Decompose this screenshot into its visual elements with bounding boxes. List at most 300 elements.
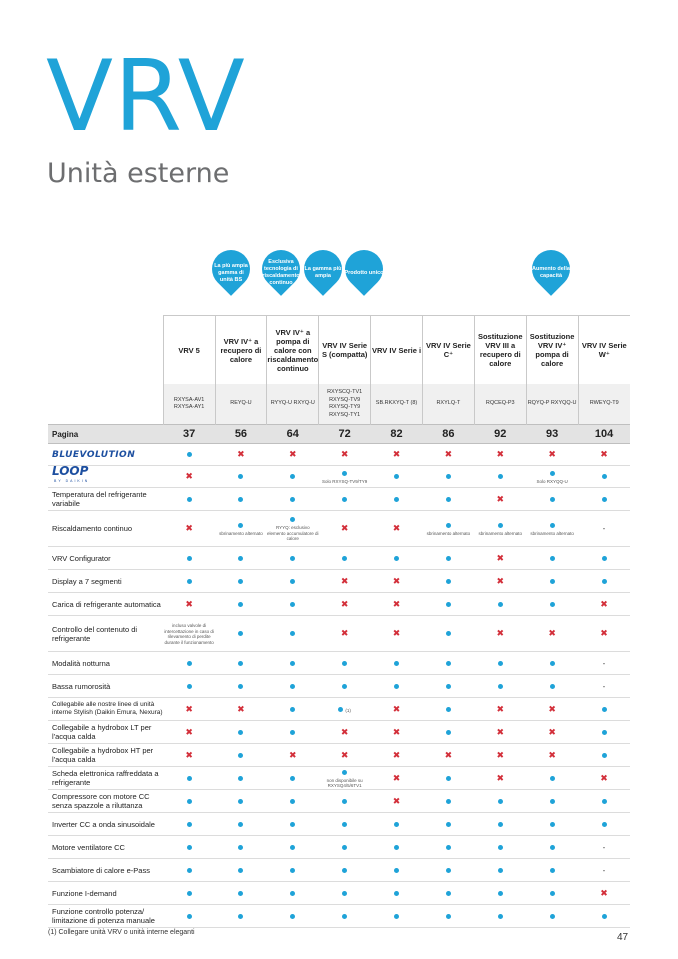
feature-cell: [215, 511, 267, 547]
feature-cell: [319, 721, 371, 744]
feature-label: Display a 7 segmenti: [48, 570, 163, 593]
feature-cell: [371, 675, 423, 698]
loop-logo: LOOP: [52, 464, 89, 478]
available-dot-icon: [394, 891, 399, 896]
available-dot-icon: [550, 661, 555, 666]
available-dot-icon: [498, 474, 503, 479]
table-row: [48, 466, 630, 488]
loop-logo-subtitle: BY DAIKIN: [54, 479, 90, 483]
feature-cell: [474, 652, 526, 675]
feature-cell: [267, 767, 319, 790]
feature-cell: [526, 882, 578, 905]
feature-label: Bassa rumorosità: [48, 675, 163, 698]
available-dot-icon: [602, 474, 607, 479]
feature-cell: [319, 511, 371, 547]
feature-cell: [526, 547, 578, 570]
feature-cell: [215, 593, 267, 616]
feature-cell: [578, 466, 630, 488]
available-dot-icon: [290, 730, 295, 735]
table-row: [48, 767, 630, 790]
feature-cell: [474, 675, 526, 698]
not-available-cross-icon: ✖: [392, 598, 401, 609]
feature-label: Carica di refrigerante automatica: [48, 593, 163, 616]
feature-cell: [422, 652, 474, 675]
table-row: [48, 488, 630, 511]
not-available-cross-icon: ✖: [392, 575, 401, 586]
not-available-cross-icon: ✖: [392, 449, 401, 459]
feature-cell: [526, 616, 578, 652]
table-row: [48, 836, 630, 859]
feature-cell: [422, 547, 474, 570]
available-dot-icon: [290, 776, 295, 781]
not-available-cross-icon: ✖: [496, 772, 505, 783]
page-label: Pagina: [48, 425, 163, 444]
feature-cell: [474, 744, 526, 767]
feature-cell: [526, 652, 578, 675]
available-dot-icon: [550, 684, 555, 689]
feature-cell: [371, 488, 423, 511]
not-available-cross-icon: ✖: [496, 726, 505, 737]
available-dot-icon: [446, 684, 451, 689]
available-dot-icon: [342, 822, 347, 827]
feature-label: Scambiatore di calore e-Pass: [48, 859, 163, 882]
feature-cell: [319, 698, 371, 721]
feature-cell: [474, 444, 526, 466]
feature-cell: [422, 767, 474, 790]
available-dot-icon: [446, 631, 451, 636]
feature-cell: [215, 488, 267, 511]
feature-cell: [163, 547, 215, 570]
not-available-cross-icon: ✖: [548, 726, 556, 737]
available-dot-icon: [498, 822, 503, 827]
column-header: VRV IV Serie C⁺: [422, 316, 474, 385]
feature-cell: [474, 859, 526, 882]
feature-cell: [319, 570, 371, 593]
available-dot-icon: [290, 497, 295, 502]
available-dot-icon: [187, 684, 192, 689]
not-available-cross-icon: ✖: [340, 575, 349, 586]
feature-cell: [526, 859, 578, 882]
not-available-cross-icon: ✖: [392, 628, 401, 638]
feature-cell: [422, 698, 474, 721]
available-dot-icon: [550, 556, 555, 561]
feature-bubble-text: La più ampia gamma di unità BS: [214, 262, 248, 283]
available-dot-icon: [602, 914, 607, 919]
available-dot-icon: [290, 684, 295, 689]
table-row: [48, 675, 630, 698]
available-dot-icon: [238, 497, 243, 502]
available-dot-icon: [446, 799, 451, 804]
available-dot-icon: [550, 602, 555, 607]
available-dot-icon: [394, 822, 399, 827]
feature-cell: [422, 488, 474, 511]
available-dot-icon: [238, 631, 243, 636]
not-available-cross-icon: ✖: [185, 749, 193, 760]
not-available-cross-icon: ✖: [237, 449, 245, 459]
feature-cell: [267, 593, 319, 616]
page-number-cell: 82: [371, 425, 423, 444]
feature-cell: [267, 675, 319, 698]
available-dot-icon: [290, 914, 295, 919]
feature-label: Modalità notturna: [48, 652, 163, 675]
available-dot-icon: [290, 631, 295, 636]
feature-cell: [371, 721, 423, 744]
available-dot-icon: [498, 799, 503, 804]
feature-cell: [578, 905, 630, 928]
available-dot-icon: [187, 556, 192, 561]
available-dot-icon: [602, 579, 607, 584]
available-dot-icon: [290, 891, 295, 896]
available-dot-icon: [394, 497, 399, 502]
feature-cell: [371, 859, 423, 882]
table-row: [48, 652, 630, 675]
not-available-cross-icon: ✖: [496, 552, 505, 563]
feature-cell: [526, 836, 578, 859]
feature-cell: [163, 882, 215, 905]
not-available-cross-icon: ✖: [496, 449, 505, 459]
feature-cell: [578, 488, 630, 511]
available-dot-icon: [394, 868, 399, 873]
available-dot-icon: [498, 661, 503, 666]
feature-cell: [578, 511, 630, 547]
feature-cell: [422, 444, 474, 466]
available-dot-icon: [187, 845, 192, 850]
available-dot-icon: [238, 868, 243, 873]
feature-label: Controllo del contenuto di refrigerante: [48, 616, 163, 652]
feature-cell: [371, 790, 423, 813]
available-dot-icon: [342, 914, 347, 919]
feature-cell: [215, 570, 267, 593]
model-codes: RWEYQ-T9: [578, 384, 630, 425]
not-available-cross-icon: ✖: [548, 749, 556, 760]
available-dot-icon: [238, 753, 243, 758]
available-dot-icon: [446, 474, 451, 479]
available-dot-icon: [290, 845, 295, 850]
model-codes: RXYSCQ-TV1 RXYSQ-TV9 RXYSQ-TY9 RXYSQ-TY1: [319, 384, 371, 425]
feature-cell: [319, 767, 371, 790]
feature-cell: [578, 675, 630, 698]
available-dot-icon: [446, 523, 451, 528]
not-available-cross-icon: ✖: [548, 449, 556, 459]
feature-cell: [422, 882, 474, 905]
table-row: [48, 698, 630, 721]
page-number-cell: 86: [422, 425, 474, 444]
available-dot-icon: [394, 661, 399, 666]
feature-cell: [267, 744, 319, 767]
feature-label: Collegabile a hydrobox LT per l'acqua calda: [48, 721, 163, 744]
available-dot-icon: [550, 914, 555, 919]
available-dot-icon: [602, 707, 607, 712]
page-row: [48, 425, 630, 444]
feature-cell: [163, 511, 215, 547]
table-row: [48, 570, 630, 593]
feature-cell: [474, 570, 526, 593]
available-dot-icon: [446, 891, 451, 896]
not-available-cross-icon: ✖: [496, 493, 505, 504]
feature-cell: [474, 790, 526, 813]
feature-cell: [267, 813, 319, 836]
not-available-cross-icon: ✖: [600, 449, 608, 459]
available-dot-icon: [394, 474, 399, 479]
feature-cell: [578, 836, 630, 859]
available-dot-icon: [446, 602, 451, 607]
feature-label: [48, 444, 163, 466]
not-available-cross-icon: ✖: [340, 523, 349, 533]
feature-cell: [163, 593, 215, 616]
available-dot-icon: [187, 776, 192, 781]
table-row: [48, 882, 630, 905]
feature-cell: [319, 488, 371, 511]
feature-cell: [371, 570, 423, 593]
feature-cell: [474, 511, 526, 547]
feature-cell: [163, 698, 215, 721]
feature-cell: [526, 767, 578, 790]
header-names-row: [48, 316, 630, 385]
feature-cell: [474, 813, 526, 836]
feature-cell: [578, 570, 630, 593]
cell-note: sbrinamento alternato: [426, 530, 471, 536]
feature-cell: [578, 444, 630, 466]
available-dot-icon: [550, 523, 555, 528]
available-dot-icon: [187, 579, 192, 584]
available-dot-icon: [342, 471, 347, 476]
feature-cell: [215, 744, 267, 767]
feature-cell: [422, 570, 474, 593]
feature-label: [48, 466, 163, 488]
feature-cell: [422, 859, 474, 882]
feature-cell: [215, 859, 267, 882]
feature-cell: [319, 675, 371, 698]
available-dot-icon: [238, 684, 243, 689]
footnote: (1) Collegare unità VRV o unità interne eleganti: [48, 929, 195, 936]
available-dot-icon: [446, 579, 451, 584]
feature-cell: [319, 652, 371, 675]
column-header: VRV IV⁺ a recupero di calore: [215, 316, 267, 385]
feature-label: Funzione controllo potenza/ limitazione di potenza manuale: [48, 905, 163, 928]
available-dot-icon: [238, 845, 243, 850]
feature-cell: [474, 488, 526, 511]
feature-cell: [371, 466, 423, 488]
feature-bubble-text: Esclusiva tecnologia di riscaldamento continuo: [262, 259, 300, 286]
feature-cell: [267, 488, 319, 511]
feature-cell: [371, 511, 423, 547]
feature-cell: [526, 721, 578, 744]
not-available-cross-icon: ✖: [548, 628, 556, 638]
model-codes: REYQ-U: [215, 384, 267, 425]
feature-cell: [422, 721, 474, 744]
not-available-cross-icon: ✖: [392, 523, 401, 533]
feature-cell: [319, 444, 371, 466]
available-dot-icon: [446, 845, 451, 850]
feature-bubble-text: La gamma più ampia: [304, 266, 342, 279]
comparison-table: [48, 315, 630, 928]
column-header: Sostituzione VRV III a recupero di calore: [474, 316, 526, 385]
feature-cell: [215, 652, 267, 675]
feature-cell: [163, 721, 215, 744]
available-dot-icon: [338, 707, 343, 712]
feature-cell: [578, 882, 630, 905]
available-dot-icon: [187, 822, 192, 827]
feature-cell: [371, 744, 423, 767]
feature-cell: [371, 616, 423, 652]
not-available-cross-icon: ✖: [185, 598, 193, 609]
feature-cell: [319, 836, 371, 859]
table-row: [48, 444, 630, 466]
cell-note: non disponibile su RXYSQ4/5/6TV1: [326, 777, 363, 788]
feature-cell: [163, 444, 215, 466]
feature-cell: [215, 547, 267, 570]
not-available-cross-icon: ✖: [444, 749, 453, 760]
feature-cell: [267, 836, 319, 859]
feature-label: Temperatura del refrigerante variabile: [48, 488, 163, 511]
feature-label: Collegabile alle nostre linee di unità interne Stylish (Daikin Emura, Nexura): [48, 698, 163, 721]
feature-cell: [163, 859, 215, 882]
feature-cell: [474, 698, 526, 721]
page-subtitle: Unità esterne: [47, 158, 230, 189]
available-dot-icon: [446, 661, 451, 666]
feature-cell: [422, 616, 474, 652]
not-available-cross-icon: ✖: [185, 523, 193, 533]
feature-cell: [578, 790, 630, 813]
available-dot-icon: [446, 730, 451, 735]
feature-label: Compressore con motore CC senza spazzole a riluttanza: [48, 790, 163, 813]
available-dot-icon: [290, 474, 295, 479]
feature-cell: [526, 444, 578, 466]
feature-cell: [526, 511, 578, 547]
feature-cell: [371, 593, 423, 616]
available-dot-icon: [290, 799, 295, 804]
feature-cell: [422, 744, 474, 767]
table-row: [48, 547, 630, 570]
available-dot-icon: [342, 891, 347, 896]
feature-cell: [526, 905, 578, 928]
not-available-cross-icon: ✖: [185, 726, 193, 737]
not-available-cross-icon: ✖: [340, 749, 349, 760]
feature-cell: [474, 905, 526, 928]
feature-cell: [267, 616, 319, 652]
table-row: [48, 593, 630, 616]
available-dot-icon: [342, 684, 347, 689]
available-dot-icon: [238, 891, 243, 896]
available-dot-icon: [446, 822, 451, 827]
available-dot-icon: [238, 914, 243, 919]
header-corner: [48, 316, 163, 385]
table-row: [48, 905, 630, 928]
not-applicable-dash: -: [602, 865, 606, 875]
page-number-cell: 56: [215, 425, 267, 444]
feature-bubble-text: Prodotto unico: [344, 269, 384, 276]
available-dot-icon: [238, 776, 243, 781]
feature-cell: [215, 616, 267, 652]
feature-cell: [163, 836, 215, 859]
feature-cell: [526, 488, 578, 511]
cell-note: sbrinamento alternato: [219, 530, 263, 536]
cell-note: Solo RXYQQ-U: [536, 478, 568, 484]
feature-cell: [474, 466, 526, 488]
feature-label: Riscaldamento continuo: [48, 511, 163, 547]
feature-cell: [319, 882, 371, 905]
not-applicable-dash: -: [602, 658, 606, 668]
available-dot-icon: [290, 822, 295, 827]
available-dot-icon: [187, 891, 192, 896]
feature-cell: [215, 466, 267, 488]
feature-cell: [319, 813, 371, 836]
feature-cell: [215, 721, 267, 744]
available-dot-icon: [187, 661, 192, 666]
feature-cell: [474, 836, 526, 859]
available-dot-icon: [602, 822, 607, 827]
feature-label: Scheda elettronica raffreddata a refrigerante: [48, 767, 163, 790]
feature-cell: [163, 790, 215, 813]
feature-cell: [163, 466, 215, 488]
feature-bubble-text: Aumento della capacità: [532, 266, 570, 279]
available-dot-icon: [498, 523, 503, 528]
page-number-cell: 37: [163, 425, 215, 444]
feature-cell: [371, 444, 423, 466]
feature-cell: [474, 882, 526, 905]
feature-cell: [215, 882, 267, 905]
feature-cell: [267, 570, 319, 593]
feature-cell: [215, 905, 267, 928]
feature-cell: [422, 813, 474, 836]
available-dot-icon: [394, 684, 399, 689]
table-row: [48, 616, 630, 652]
not-available-cross-icon: ✖: [392, 703, 401, 714]
not-available-cross-icon: ✖: [600, 598, 608, 609]
feature-cell: [267, 547, 319, 570]
not-available-cross-icon: ✖: [185, 471, 193, 481]
model-codes: RXYSA-AV1 RXYSA-AY1: [163, 384, 215, 425]
available-dot-icon: [602, 556, 607, 561]
feature-cell: [422, 836, 474, 859]
feature-cell: [578, 616, 630, 652]
available-dot-icon: [550, 497, 555, 502]
feature-cell: [215, 790, 267, 813]
feature-cell: [422, 675, 474, 698]
available-dot-icon: [446, 556, 451, 561]
available-dot-icon: [238, 523, 243, 528]
feature-cell: [371, 905, 423, 928]
model-codes: RQCEQ-P3: [474, 384, 526, 425]
not-available-cross-icon: ✖: [340, 726, 349, 737]
available-dot-icon: [187, 497, 192, 502]
not-available-cross-icon: ✖: [185, 703, 193, 714]
feature-cell: [371, 652, 423, 675]
available-dot-icon: [238, 799, 243, 804]
not-available-cross-icon: ✖: [392, 726, 401, 737]
available-dot-icon: [342, 770, 347, 775]
feature-cell: [526, 744, 578, 767]
available-dot-icon: [394, 914, 399, 919]
feature-cell: [526, 675, 578, 698]
feature-cell: [163, 616, 215, 652]
table-row: [48, 859, 630, 882]
not-available-cross-icon: ✖: [496, 703, 505, 714]
feature-cell: [267, 698, 319, 721]
feature-cell: [163, 813, 215, 836]
feature-cell: [267, 466, 319, 488]
feature-cell: [267, 905, 319, 928]
not-available-cross-icon: ✖: [392, 772, 401, 783]
cell-note: (1): [345, 707, 351, 713]
column-header: VRV IV Serie S (compatta): [319, 316, 371, 385]
available-dot-icon: [238, 602, 243, 607]
feature-cell: [422, 790, 474, 813]
available-dot-icon: [342, 799, 347, 804]
available-dot-icon: [550, 579, 555, 584]
feature-label: Motore ventilatore CC: [48, 836, 163, 859]
feature-cell: [371, 882, 423, 905]
